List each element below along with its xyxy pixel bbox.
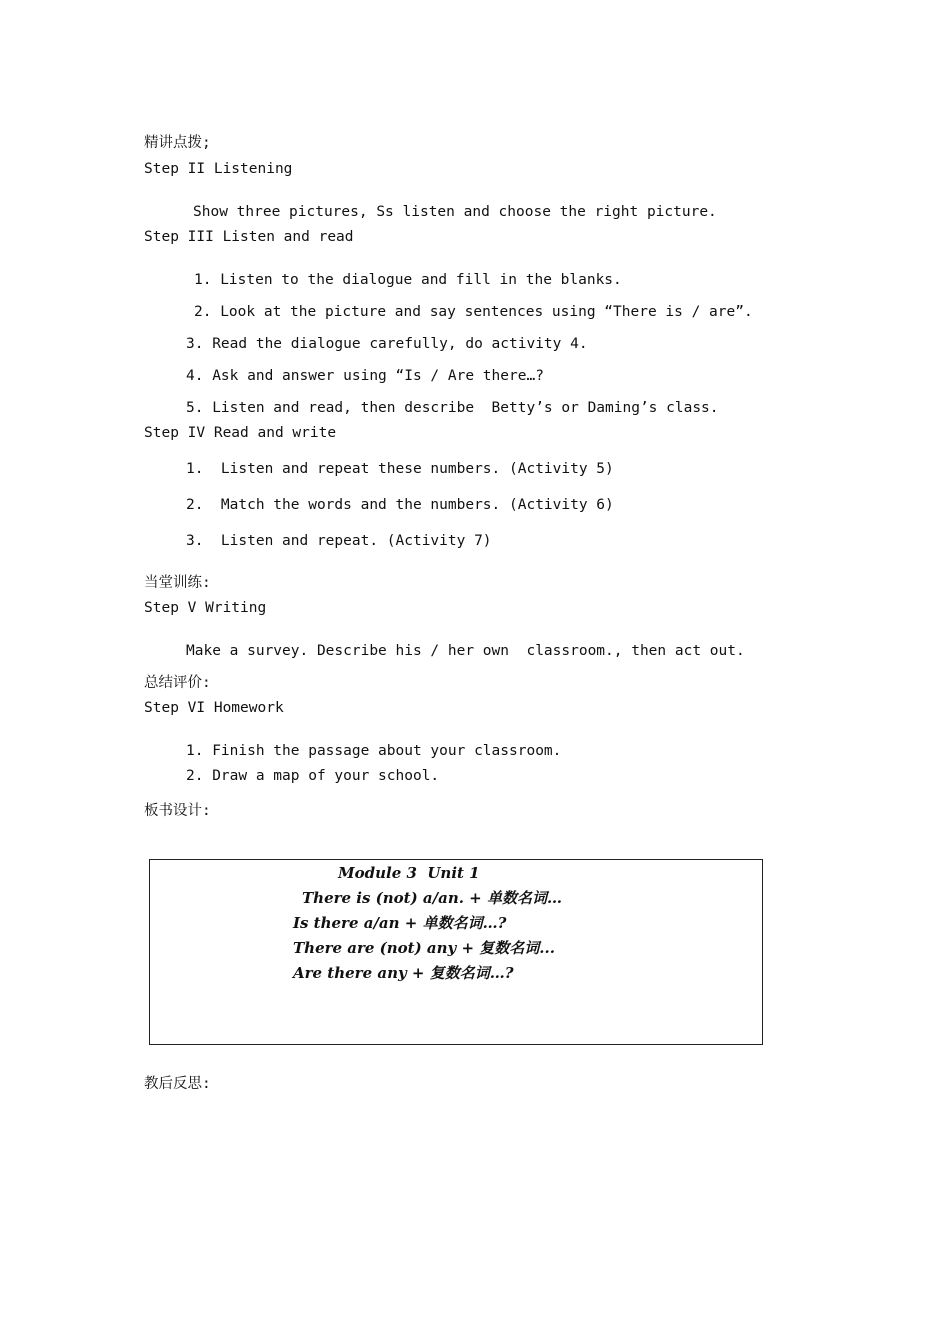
explain-heading: 精讲点拨; <box>144 135 211 151</box>
step6-item: 2. Draw a map of your school. <box>186 768 440 784</box>
step2-text: Show three pictures, Ss listen and choose the right picture. <box>193 204 717 220</box>
step5-title: Step V Writing <box>144 600 267 616</box>
practice-heading: 当堂训练: <box>144 575 211 591</box>
blackboard-design-box <box>149 859 763 1045</box>
step3-item: 5. Listen and read, then describe Betty’s or Daming’s class. <box>186 400 719 416</box>
step4-item: 1. Listen and repeat these numbers. (Activity 5) <box>186 461 614 477</box>
step6-item: 1. Finish the passage about your classroom. <box>186 743 562 759</box>
step3-item: 1. Listen to the dialogue and fill in the blanks. <box>194 272 622 288</box>
step3-item: 3. Read the dialogue carefully, do activity 4. <box>186 336 588 352</box>
board-line: Is there a/an + 单数名词…? <box>293 914 507 932</box>
step2-title: Step II Listening <box>144 161 293 177</box>
step4-title: Step IV Read and write <box>144 425 337 441</box>
step4-item: 3. Listen and repeat. (Activity 7) <box>186 533 492 549</box>
step3-item: 4. Ask and answer using “Is / Are there…? <box>186 368 544 384</box>
board-line: Module 3 Unit 1 <box>338 864 480 882</box>
step3-item: 2. Look at the picture and say sentences using “There is / are”. <box>194 304 753 320</box>
step4-item: 2. Match the words and the numbers. (Activity 6) <box>186 497 614 513</box>
step3-title: Step III Listen and read <box>144 229 354 245</box>
reflection-heading: 教后反思: <box>144 1076 211 1092</box>
step5-text: Make a survey. Describe his / her own classroom., then act out. <box>186 643 745 659</box>
board-heading: 板书设计: <box>144 803 211 819</box>
step6-title: Step VI Homework <box>144 700 284 716</box>
board-line: Are there any + 复数名词…? <box>293 964 514 982</box>
board-line: There is (not) a/an. + 单数名词… <box>302 889 562 907</box>
summary-heading: 总结评价: <box>144 675 211 691</box>
board-line: There are (not) any + 复数名词... <box>293 939 555 957</box>
